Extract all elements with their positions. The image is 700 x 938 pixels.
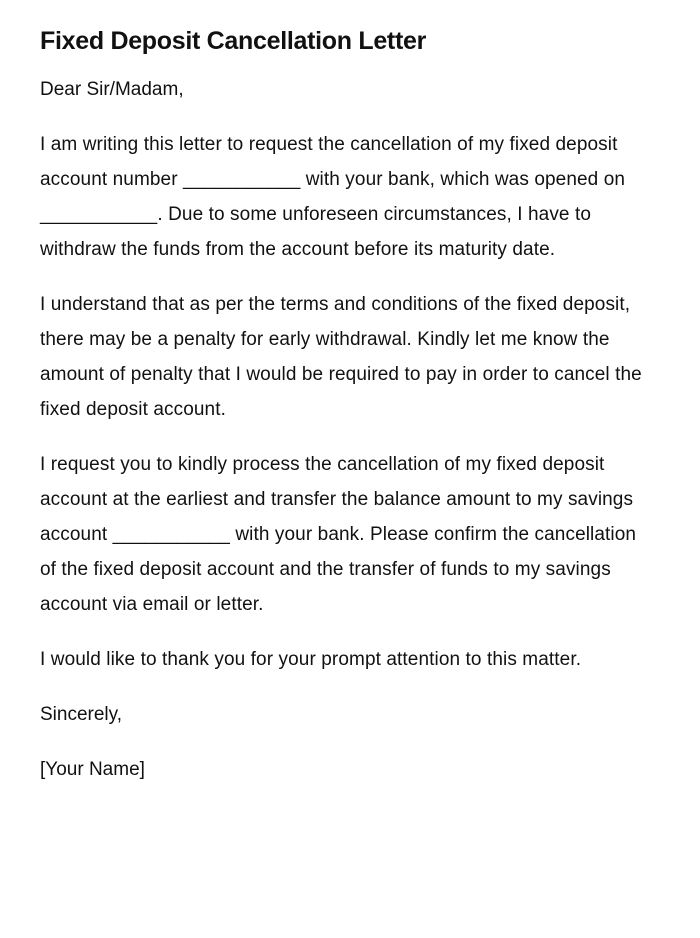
salutation: Dear Sir/Madam, [40, 79, 184, 100]
letter-document [40, 24, 650, 807]
paragraph-thanks: I would like to thank you for your prompt attention to this matter. [40, 649, 582, 670]
closing: Sincerely, [40, 704, 123, 725]
letter-title: Fixed Deposit Cancellation Letter [40, 27, 427, 55]
paragraph-penalty: I understand that as per the terms and conditions of the fixed deposit, there may be a penalty for early withdrawal. Kindly let me know the amount of penalty that I would be required to pay in order to cancel the fixed deposit account. [40, 294, 642, 420]
signature-placeholder: [Your Name] [40, 759, 145, 780]
paragraph-request: I am writing this letter to request the cancellation of my fixed deposit account number ___________ with your bank, which was opened on ___________. Due to some unforeseen circumstances, I have to withdraw the funds from the account before its maturity date. [40, 134, 626, 260]
paragraph-transfer: I request you to kindly process the cancellation of my fixed deposit account at the earliest and transfer the balance amount to my savings account ___________ with your bank. Please confirm the cancellation of the fixed deposit account and the transfer of funds to my savings account via email or letter. [40, 454, 637, 615]
